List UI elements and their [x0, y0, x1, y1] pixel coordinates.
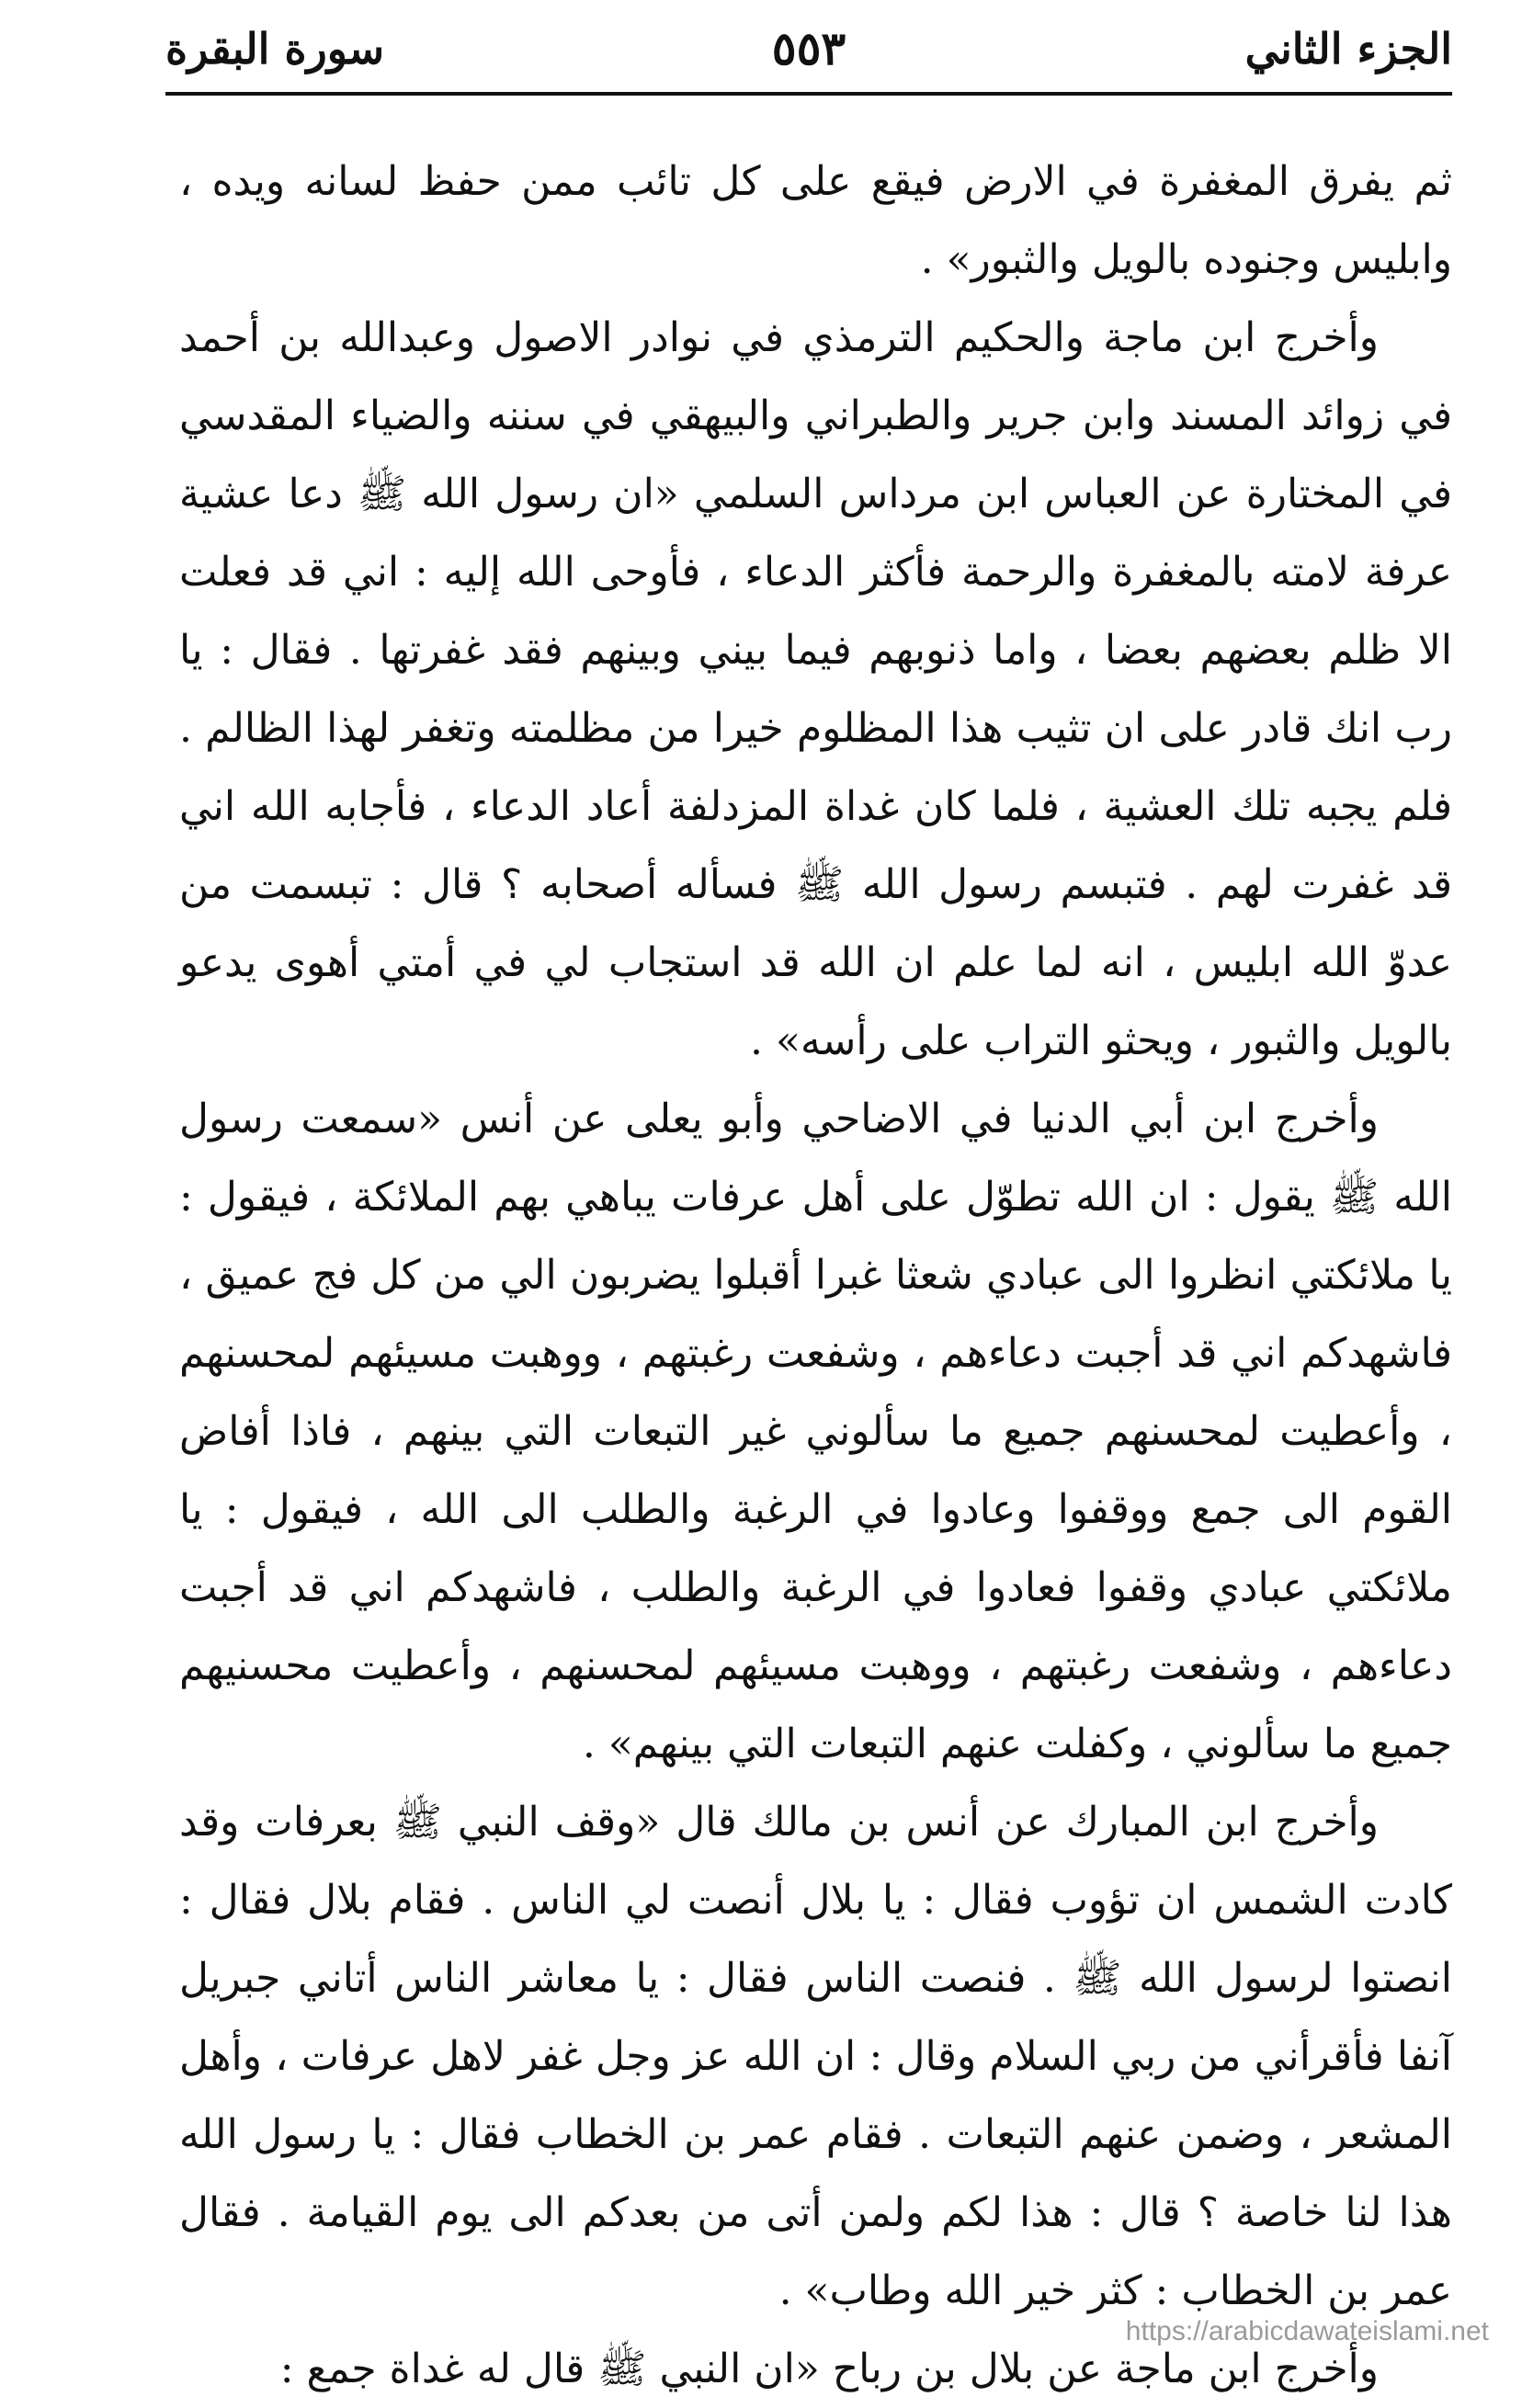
- header-divider: [165, 92, 1452, 96]
- paragraph-2: وأخرج ابن ماجة والحكيم الترمذي في نوادر الاصول وعبدالله بن أحمد في زوائد المسند وابن جرير والطبراني والبيهقي في سننه والضياء المقدسي في المختارة عن العباس ابن مرداس السلمي «ان رسول الله ﷺ دعا عشية عرفة لامته بالمغفرة والرحمة فأكثر الدعاء ، فأوحى الله إليه : اني قد فعلت الا ظلم بعضهم بعضا ، واما ذنوبهم فيما بيني وبينهم فقد غفرتها . فقال : يا رب انك قادر على ان تثيب هذا المظلوم خيرا من مظلمته وتغفر لهذا الظالم . فلم يجبه تلك العشية ، فلما كان غداة المزدلفة أعاد الدعاء ، فأجابه الله اني قد غفرت لهم . فتبسم رسول الله ﷺ فسأله أصحابه ؟ قال : تبسمت من عدوّ الله ابليس ، انه لما علم ان الله قد استجاب لي في أمتي أهوى يدعو بالويل والثبور ، ويحثو التراب على رأسه» .: [179, 314, 1452, 1064]
- watermark-url: https://arabicdawateislami.net: [1125, 2316, 1489, 2346]
- page-number: ٥٥٣: [771, 21, 846, 75]
- paragraph-3: وأخرج ابن أبي الدنيا في الاضاحي وأبو يعلى عن أنس «سمعت رسول الله ﷺ يقول : ان الله تطوّل على أهل عرفات يباهي بهم الملائكة ، فيقول : يا ملائكتي انظروا الى عبادي شعثا غبرا أقبلوا يضربون الي من كل فج عميق ، فاشهدكم اني قد أجبت دعاءهم ، وشفعت رغبتهم ، ووهبت مسيئهم لمحسنهم ، وأعطيت لمحسنهم جميع ما سألوني غير التبعات التي بينهم ، فاذا أفاض القوم الى جمع ووقفوا وعادوا في الرغبة والطلب الى الله ، فيقول : يا ملائكتي عبادي وقفوا فعادوا في الرغبة والطلب ، فاشهدكم اني قد أجبت دعاءهم ، وشفعت رغبتهم ، ووهبت مسيئهم لمحسنهم ، وأعطيت محسنيهم جميع ما سألوني ، وكفلت عنهم التبعات التي بينهم» .: [179, 1096, 1452, 1767]
- paragraph-5: وأخرج ابن ماجة عن بلال بن رباح «ان النبي ﷺ قال له غداة جمع :: [279, 2346, 1379, 2392]
- surah-title: سورة البقرة: [165, 24, 385, 74]
- page-header: [165, 17, 1452, 81]
- paragraph-1: ثم يفرق المغفرة في الارض فيقع على كل تائب ممن حفظ لسانه ويده ، وابليس وجنوده بالويل والثبور» .: [179, 158, 1452, 283]
- part-title: الجزء الثاني: [1244, 24, 1452, 74]
- paragraph-4: وأخرج ابن المبارك عن أنس بن مالك قال «وقف النبي ﷺ بعرفات وقد كادت الشمس ان تؤوب فقال : يا بلال أنصت لي الناس . فقام بلال فقال : انصتوا لرسول الله ﷺ . فنصت الناس فقال : يا معاشر الناس أتاني جبريل آنفا فأقرأني من ربي السلام وقال : ان الله عز وجل غفر لاهل عرفات ، وأهل المشعر ، وضمن عنهم التبعات . فقام عمر بن الخطاب فقال : يا رسول الله هذا لنا خاصة ؟ قال : هذا لكم ولمن أتى من بعدكم الى يوم القيامة . فقال عمر بن الخطاب : كثر خير الله وطاب» .: [179, 1799, 1452, 2314]
